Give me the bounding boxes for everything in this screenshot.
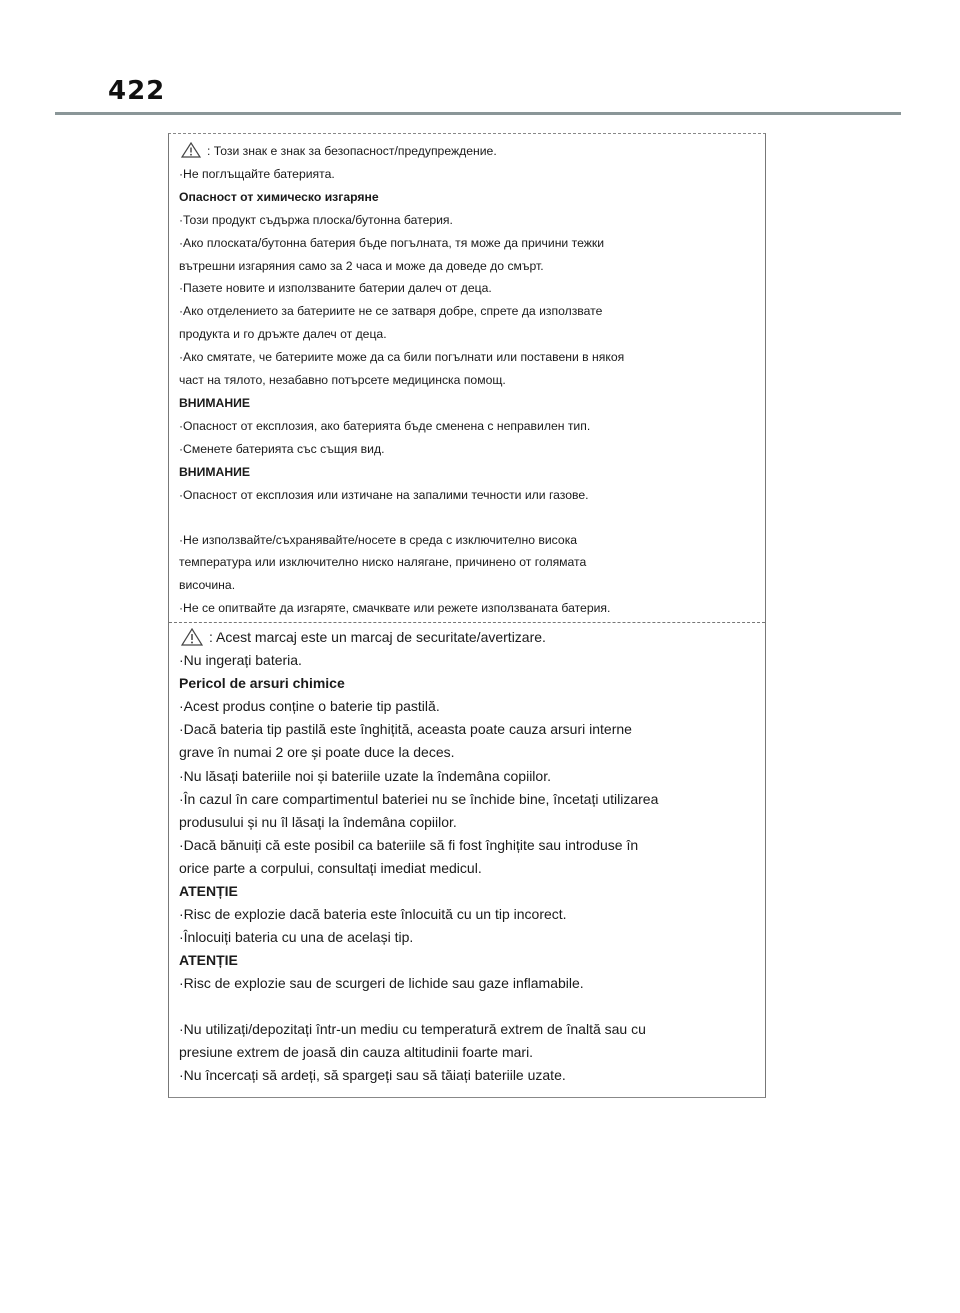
warning-line: ·Този продукт съдържа плоска/бутонна батерия. [179, 212, 453, 227]
warning-section-bulgarian [169, 140, 765, 620]
warning-line: ·Nu lăsați bateriile noi și bateriile uzate la îndemâna copiilor. [179, 767, 551, 784]
warning-intro-text: : Този знак е знак за безопасност/предупреждение. [207, 144, 497, 158]
battery-warning-box [168, 133, 766, 1098]
warning-line: ·Înlocuiți bateria cu una de același tip. [179, 929, 414, 946]
warning-line: температура или изключително ниско налягане, причинено от голямата [179, 555, 587, 570]
warning-line: ·Dacă bateria tip pastilă este înghițită, aceasta poate cauza arsuri interne [179, 721, 632, 738]
warning-line: ·Risc de explozie sau de scurgeri de lichide sau gaze inflamabile. [179, 975, 584, 992]
warning-line: продукта и го дръжте далеч от деца. [179, 327, 387, 342]
warning-section-romanian [169, 626, 765, 1087]
warning-line: ·Risc de explozie dacă bateria este înlocuită cu un tip incorect. [179, 906, 567, 923]
warning-line: grave în numai 2 ore și poate duce la deces. [179, 744, 455, 761]
warning-line: вътрешни изгаряния само за 2 часа и може да доведе до смърт. [179, 258, 544, 273]
warning-line: ·Не използвайте/съхранявайте/носете в среда с изключително висока [179, 532, 578, 547]
warning-line: presiune extrem de joasă din cauza altitudinii foarte mari. [179, 1043, 534, 1060]
page-number: 422 [108, 76, 166, 106]
warning-intro [179, 140, 765, 163]
warning-heading: Pericol de arsuri chimice [179, 675, 345, 692]
warning-line: ·Опасност от експлозия или изтичане на запалими течности или газове. [179, 487, 589, 502]
warning-line: ·Не се опитвайте да изгаряте, смачквате или режете използваната батерия. [179, 601, 611, 616]
warning-line: orice parte a corpului, consultați imediat medicul. [179, 859, 482, 876]
warning-triangle-icon [181, 142, 201, 158]
warning-intro [179, 626, 765, 649]
language-divider [169, 622, 765, 623]
warning-line: височина. [179, 578, 236, 593]
warning-line: ·Nu utilizați/depozitați într-un mediu cu temperatură extrem de înaltă sau cu [179, 1020, 646, 1037]
warning-line: ·Ако отделението за батериите не се затваря добре, спрете да използвате [179, 304, 603, 319]
warning-line: ·Не поглъщайте батерията. [179, 166, 335, 181]
warning-line: част на тялото, незабавно потърсете медицинска помощ. [179, 373, 506, 388]
warning-triangle-icon [181, 628, 203, 646]
warning-line: ·În cazul în care compartimentul bateriei nu se închide bine, încetați utilizarea [179, 790, 659, 807]
warning-line: ·Пазете новите и използваните батерии далеч от деца. [179, 281, 492, 296]
header-rule [55, 112, 901, 115]
warning-heading: ATENȚIE [179, 952, 238, 969]
warning-line: ·Nu încercați să ardeți, să spargeți sau să tăiați bateriile uzate. [179, 1066, 566, 1083]
warning-line: produsului și nu îl lăsați la îndemâna copiilor. [179, 813, 457, 830]
warning-intro-text: : Acest marcaj este un marcaj de securitate/avertizare. [209, 629, 546, 645]
warning-heading: Опасност от химическо изгаряне [179, 189, 379, 204]
warning-line: ·Ако плоската/бутонна батерия бъде погълната, тя може да причини тежки [179, 235, 605, 250]
warning-heading: ВНИМАНИЕ [179, 395, 251, 410]
warning-line: ·Опасност от експлозия, ако батерията бъде сменена с неправилен тип. [179, 418, 591, 433]
warning-line: ·Dacă bănuiți că este posibil ca bateriile să fi fost înghițite sau introduse în [179, 836, 639, 853]
warning-line: ·Nu ingerați bateria. [179, 652, 302, 669]
warning-line: ·Сменете батерията със същия вид. [179, 441, 385, 456]
warning-line: ·Acest produs conține o baterie tip pastilă. [179, 698, 440, 715]
warning-line: ·Ако смятате, че батериите може да са били погълнати или поставени в някоя [179, 350, 625, 365]
warning-heading: ATENȚIE [179, 883, 238, 900]
warning-heading: ВНИМАНИЕ [179, 464, 251, 479]
